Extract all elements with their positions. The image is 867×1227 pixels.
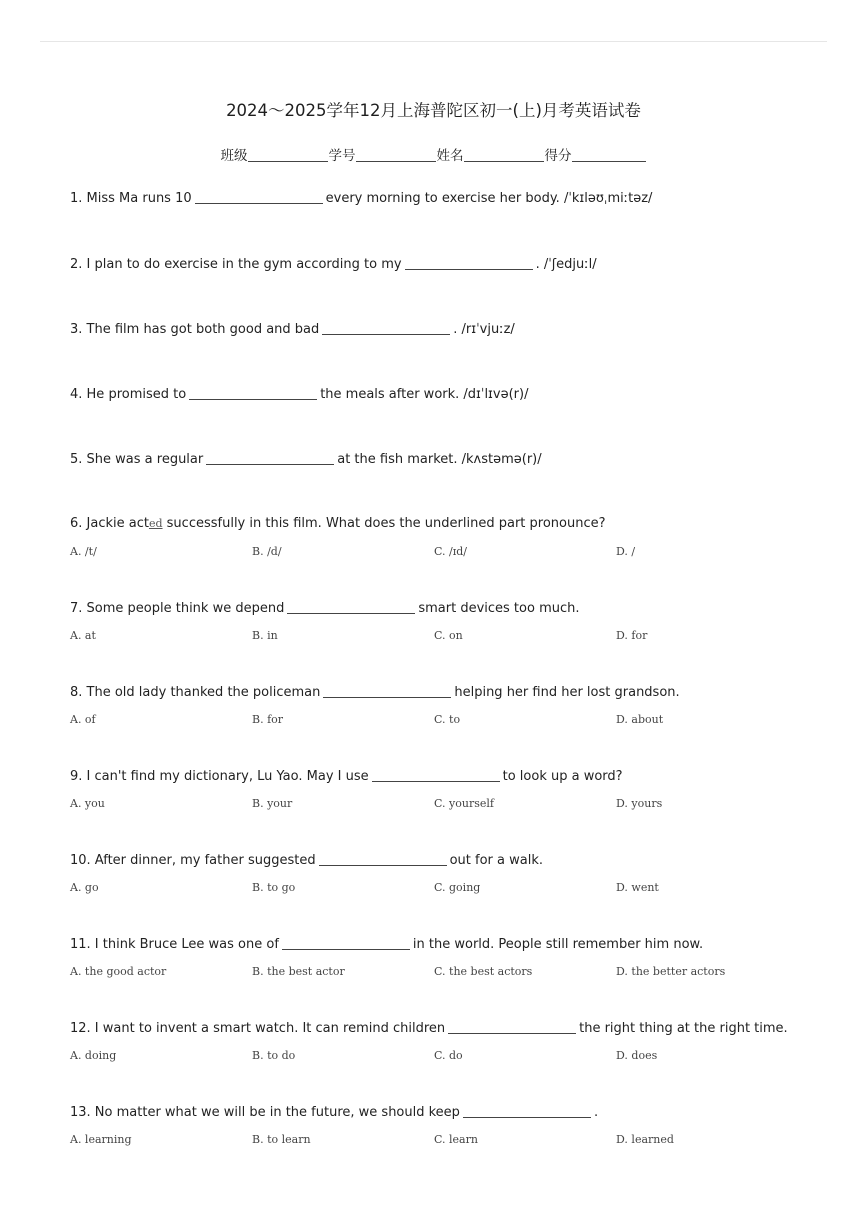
question-text: . /rɪˈvjuːz/: [453, 322, 515, 337]
option-d[interactable]: D. does: [616, 1049, 658, 1062]
answer-blank[interactable]: [448, 1020, 576, 1034]
class-blank[interactable]: [248, 147, 328, 162]
answer-blank[interactable]: [195, 190, 323, 204]
score-blank[interactable]: [572, 147, 646, 162]
option-c[interactable]: C. yourself: [434, 797, 494, 810]
question-text: 7. Some people think we depend: [70, 601, 285, 616]
question-text: 13. No matter what we will be in the future, we should keep: [70, 1105, 460, 1120]
answer-blank[interactable]: [463, 1104, 591, 1118]
student-number-label: 学号: [328, 148, 356, 164]
option-d[interactable]: D. yours: [616, 797, 663, 810]
answer-blank[interactable]: [206, 451, 334, 465]
question-text: the right thing at the right time.: [579, 1021, 788, 1036]
question-text: out for a walk.: [449, 853, 543, 868]
question-text: 11. I think Bruce Lee was one of: [70, 937, 279, 952]
student-number-blank[interactable]: [356, 147, 436, 162]
question-5: [70, 451, 830, 467]
option-b[interactable]: B. in: [252, 629, 278, 642]
answer-blank[interactable]: [287, 600, 415, 614]
question-text: 2. I plan to do exercise in the gym according to my: [70, 257, 402, 272]
option-c[interactable]: C. the best actors: [434, 965, 533, 978]
answer-blank[interactable]: [322, 321, 450, 335]
question-text: 8. The old lady thanked the policeman: [70, 685, 321, 700]
question-text: in the world. People still remember him now.: [412, 937, 704, 952]
question-text: 10. After dinner, my father suggested: [70, 853, 316, 868]
question-13: [70, 1104, 830, 1120]
option-c[interactable]: C. /ɪd/: [434, 545, 467, 558]
option-d[interactable]: D. /: [616, 545, 636, 558]
answer-blank[interactable]: [323, 684, 451, 698]
question-text: 1. Miss Ma runs 10: [70, 191, 192, 206]
question-text: 12. I want to invent a smart watch. It can remind children: [70, 1021, 446, 1036]
question-1: [70, 190, 830, 206]
question-11: [70, 936, 830, 952]
question-12: [70, 1020, 830, 1036]
score-label: 得分: [544, 148, 572, 164]
option-b[interactable]: B. /d/: [252, 545, 282, 558]
option-c[interactable]: C. going: [434, 881, 481, 894]
question-text: . /ˈʃedjuːl/: [535, 257, 597, 272]
class-field: [221, 144, 329, 164]
top-divider: [40, 41, 827, 42]
option-b[interactable]: B. to do: [252, 1049, 296, 1062]
question-text: at the fish market. /kʌstəmə(r)/: [337, 452, 542, 467]
question-4: [70, 386, 830, 402]
option-a[interactable]: A. you: [70, 797, 105, 810]
question-text: 4. He promised to: [70, 387, 187, 402]
question-text: .: [593, 1105, 599, 1120]
question-text: smart devices too much.: [418, 601, 580, 616]
answer-blank[interactable]: [282, 936, 410, 950]
score-field: [545, 144, 647, 164]
option-b[interactable]: B. your: [252, 797, 293, 810]
name-field: [437, 144, 545, 164]
question-2: [70, 256, 830, 272]
question-6: [70, 516, 830, 531]
question-7: [70, 600, 830, 616]
option-d[interactable]: D. learned: [616, 1133, 674, 1146]
question-8: [70, 684, 830, 700]
option-c[interactable]: C. to: [434, 713, 461, 726]
name-blank[interactable]: [464, 147, 544, 162]
question-text: successfully in this film. What does the underlined part pronounce?: [162, 516, 606, 531]
question-text: 5. She was a regular: [70, 452, 204, 467]
option-a[interactable]: A. of: [70, 713, 96, 726]
option-c[interactable]: C. do: [434, 1049, 463, 1062]
option-a[interactable]: A. /t/: [70, 545, 97, 558]
option-b[interactable]: B. to go: [252, 881, 296, 894]
student-number-field: [329, 144, 437, 164]
answer-blank[interactable]: [189, 386, 317, 400]
class-label: 班级: [220, 148, 248, 164]
question-text: helping her find her lost grandson.: [454, 685, 680, 700]
option-c[interactable]: C. on: [434, 629, 463, 642]
student-info-line: [0, 144, 867, 164]
question-text: 9. I can't find my dictionary, Lu Yao. May I use: [70, 769, 369, 784]
option-b[interactable]: B. to learn: [252, 1133, 311, 1146]
question-text: 6. Jackie act: [70, 516, 149, 531]
option-a[interactable]: A. go: [70, 881, 99, 894]
option-a[interactable]: A. doing: [70, 1049, 117, 1062]
question-9: [70, 768, 830, 784]
underlined-part: ed: [148, 517, 163, 530]
option-a[interactable]: A. learning: [70, 1133, 132, 1146]
page-title: 2024～2025学年12月上海普陀区初一(上)月考英语试卷: [226, 101, 641, 120]
option-c[interactable]: C. learn: [434, 1133, 478, 1146]
option-d[interactable]: D. for: [616, 629, 648, 642]
question-text: the meals after work. /dɪˈlɪvə(r)/: [320, 387, 529, 402]
name-label: 姓名: [436, 148, 464, 164]
option-b[interactable]: B. for: [252, 713, 284, 726]
option-a[interactable]: A. the good actor: [70, 965, 167, 978]
option-d[interactable]: D. went: [616, 881, 659, 894]
question-3: [70, 321, 830, 337]
answer-blank[interactable]: [372, 768, 500, 782]
option-d[interactable]: D. about: [616, 713, 664, 726]
question-text: 3. The film has got both good and bad: [70, 322, 320, 337]
question-text: every morning to exercise her body. /ˈkɪləʊˌmiːtəz/: [325, 191, 653, 206]
option-d[interactable]: D. the better actors: [616, 965, 726, 978]
question-text: to look up a word?: [502, 769, 623, 784]
answer-blank[interactable]: [405, 256, 533, 270]
option-a[interactable]: A. at: [70, 629, 96, 642]
question-10: [70, 852, 830, 868]
option-b[interactable]: B. the best actor: [252, 965, 345, 978]
answer-blank[interactable]: [319, 852, 447, 866]
